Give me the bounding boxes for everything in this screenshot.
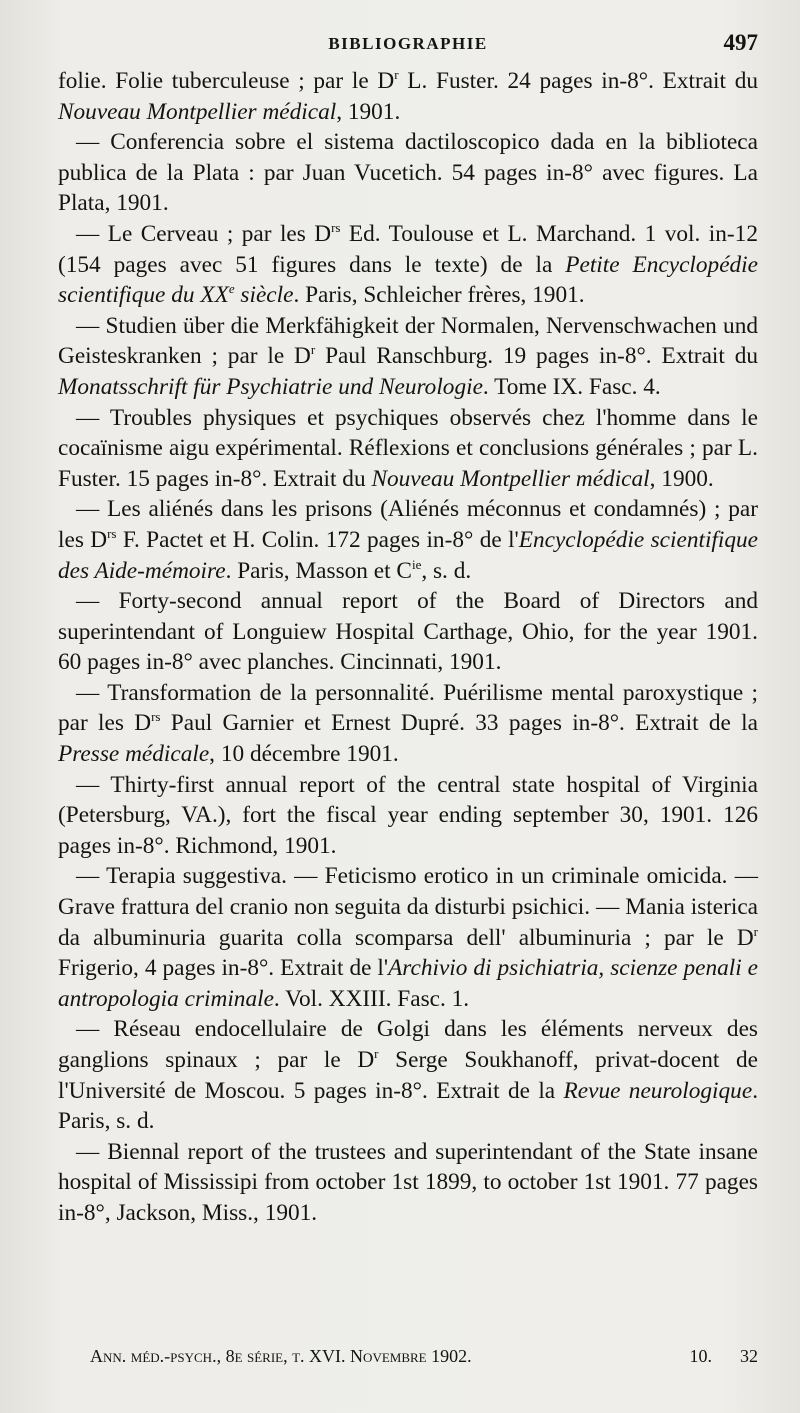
superscript: r — [394, 67, 399, 82]
running-head — [58, 30, 758, 66]
entry-text: Paul Garnier et Ernest Dupré. 33 pages in-8°. Extrait de la — [160, 710, 758, 737]
page-number: 497 — [723, 30, 758, 55]
entry-text: — Conferencia sobre el sistema dactiloscopico dada en la biblioteca publica de la Plata : par Juan Vucetich. 54 pages in-8° avec figures. La Plata, 1901. — [58, 129, 758, 217]
entry-text: — Thirty-first annual report of the central state hospital of Virginia (Petersburg, VA.), fort the fiscal year ending september 30, 1901. 126 pages in-8°. Richmond, 1901. — [58, 771, 758, 859]
entry-text: . Paris, Masson et C — [225, 557, 412, 584]
bibliography-list — [58, 66, 758, 1229]
italic-title: Presse médicale — [58, 741, 210, 768]
entry-text: , 1901. — [336, 98, 401, 125]
italic-title: Monatsschrift für Psychiatrie und Neurologie — [58, 373, 483, 400]
italic-title: Petite Encyclopédie scientifique du XX — [58, 251, 758, 309]
entry-text: , 10 décembre 1901. — [209, 741, 399, 768]
bibliography-entry — [58, 494, 758, 586]
entry-text: Serge Soukhanoff, privat-docent de l'Université de Moscou. 5 pages in-8°. Extrait de la — [58, 1047, 758, 1104]
entry-text: Ed. Toulouse et L. Marchand. 1 vol. in-12 (154 pages avec 51 figures dans le texte) de la — [58, 220, 758, 278]
entry-text: Frigerio, 4 pages in-8°. Extrait de l' — [58, 955, 389, 982]
entry-text: — Troubles physiques et psychiques observés chez l'homme dans le cocaïnisme aigu expérimental. Réflexions et conclusions générales ; par L. Fuster. 15 pages in-8°. Extrait du — [58, 404, 758, 492]
entry-text: , 1900. — [649, 465, 714, 492]
bibliography-entry — [58, 127, 758, 219]
superscript: r — [374, 1046, 379, 1061]
bibliography-entry — [58, 219, 758, 311]
italic-title: Archivio di psichiatria, scienze penali e antropologia criminale — [58, 955, 758, 1012]
footer-number-a: 10. — [689, 1346, 712, 1366]
entry-text: — Biennal report of the trustees and superintendant of the State insane hospital of Mississipi from october 1st 1899, to october 1st 1901. 77 pages in-8°, Jackson, Miss., 1901. — [58, 1138, 758, 1226]
bibliography-entry — [58, 678, 758, 770]
entry-text: — Transformation de la personnalité. Puérilisme mental paroxystique ; par les D — [58, 679, 758, 737]
italic-title: Encyclopédie scientifique des Aide-mémoire — [58, 526, 759, 584]
entry-text: — Le Cerveau ; par les D — [76, 220, 332, 247]
bibliography-entry — [58, 1137, 758, 1229]
entry-text: . Vol. XXIII. Fasc. 1. — [273, 985, 470, 1012]
italic-title: Revue neurologique — [563, 1077, 753, 1104]
superscript: rs — [107, 525, 117, 541]
entry-text: F. Pactet et H. Colin. 172 pages in-8° de l' — [116, 526, 519, 553]
running-head-title: BIBLIOGRAPHIE — [328, 34, 488, 53]
superscript: ie — [411, 556, 422, 572]
bibliography-entry — [58, 403, 758, 495]
entry-text: — Forty-second annual report of the Board of Directors and superintendant of Longuiew Hospital Carthage, Ohio, for the year 1901. 60 pages in-8° avec planches. Cincinnati, 1901. — [58, 588, 758, 676]
bibliography-entry — [58, 770, 758, 862]
bibliography-entry — [58, 1014, 758, 1136]
bibliography-entry — [58, 861, 758, 1014]
entry-text: — Studien über die Merkfähigkeit der Normalen, Nervenschwachen und Geisteskranken ; par le D — [58, 312, 758, 370]
entry-text: — Terapia suggestiva. — Feticismo erotico in un criminale omicida. — Grave frattura del cranio non seguita da disturbi psichici. — Mania isterica da albuminuria guarita colla scomparsa dell' albuminuria ; par le D — [58, 863, 758, 951]
italic-title: Nouveau Montpellier médical — [58, 98, 337, 125]
entry-text: . Paris, Schleicher frères, 1901. — [293, 282, 585, 309]
entry-text: — Réseau endocellulaire de Golgi dans les éléments nerveux des ganglions spinaux ; par le D — [58, 1016, 758, 1073]
bibliography-entry — [58, 311, 758, 403]
entry-text: . Paris, s. d. — [58, 1077, 759, 1135]
footer-number-b: 32 — [740, 1346, 758, 1366]
superscript: r — [753, 923, 758, 939]
entry-text: folie. Folie tuberculeuse ; par le D — [58, 68, 395, 94]
entry-text: , s. d. — [421, 557, 472, 584]
italic-title: Nouveau Montpellier médical — [371, 465, 650, 492]
bibliography-entry — [58, 66, 758, 127]
italic-title: siècle — [234, 282, 294, 309]
superscript: e — [228, 281, 235, 297]
footer-signature: Ann. méd.-psych., 8e série, t. XVI. Novembre 1902. — [90, 1346, 472, 1366]
superscript: rs — [331, 219, 341, 235]
entry-text: . Tome IX. Fasc. 4. — [482, 373, 661, 400]
entry-text: — Les aliénés dans les prisons (Aliénés méconnus et condamnés) ; par les D — [58, 496, 758, 553]
superscript: r — [310, 342, 316, 358]
superscript: rs — [151, 709, 161, 725]
entry-text: L. Fuster. 24 pages in-8°. Extrait du — [398, 68, 758, 94]
bibliography-entry — [58, 586, 758, 678]
page-footer — [90, 1346, 758, 1367]
entry-text: Paul Ranschburg. 19 pages in-8°. Extrait du — [315, 343, 759, 370]
